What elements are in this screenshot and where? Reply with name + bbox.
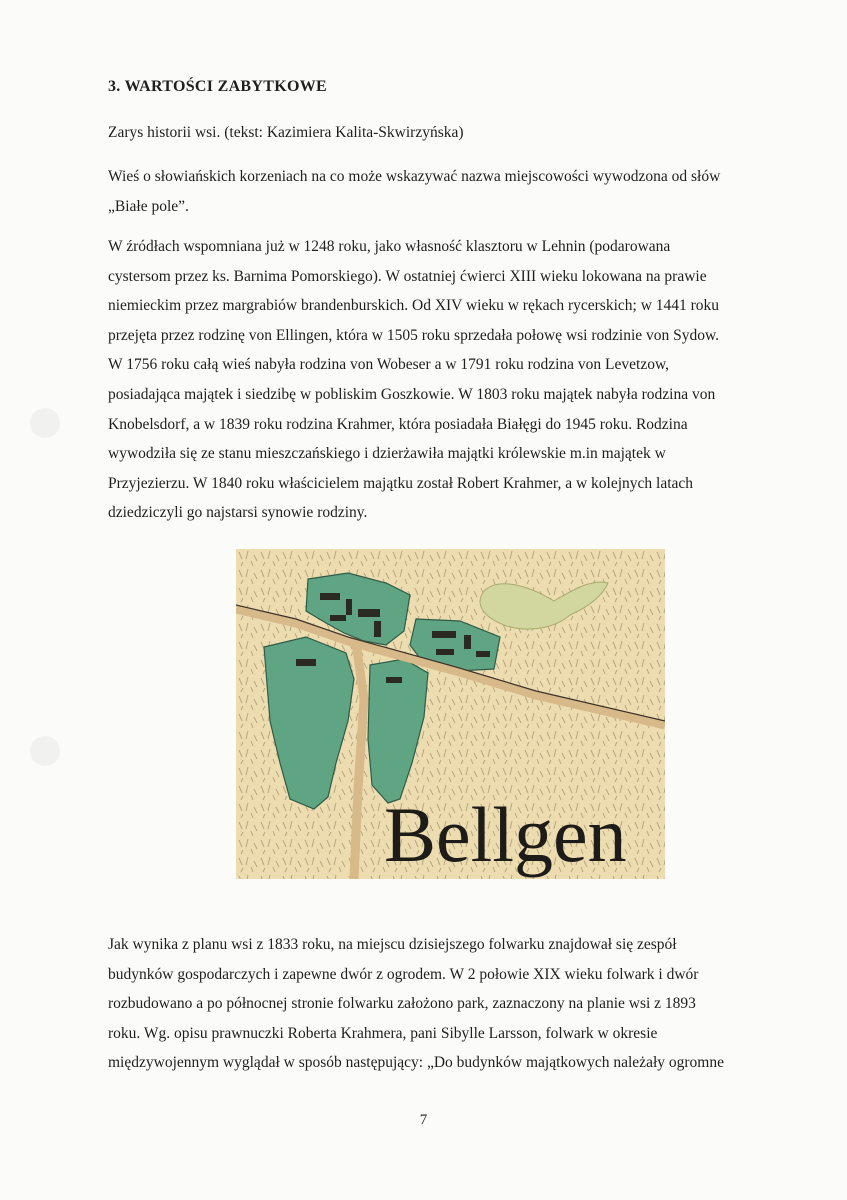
historical-map-image: [236, 549, 665, 879]
text-line: cystersom przez ks. Barnima Pomorskiego). W ostatniej ćwierci XIII wieku lokowana na prawie: [108, 267, 707, 285]
section-heading: 3. WARTOŚCI ZABYTKOWE: [108, 78, 327, 95]
text-line: budynków gospodarczych i zapewne dwór z ogrodem. W 2 połowie XIX wieku folwark i dwór: [108, 965, 699, 983]
paragraph-history: [108, 232, 758, 528]
text-line: Jak wynika z planu wsi z 1833 roku, na miejscu dzisiejszego folwarku znajdował się zespół: [108, 936, 677, 953]
text-line: posiadająca majątek i siedzibę w pobliskim Goszkowie. W 1803 roku majątek nabyła rodzina von: [108, 385, 716, 403]
text-line: przejęta przez rodzinę von Ellingen, która w 1505 roku sprzedała połowę wsi rodzinie von Sydow.: [108, 326, 720, 344]
text-line: W źródłach wspomniana już w 1248 roku, jako własność klasztoru w Lehnin (podarowana: [108, 238, 671, 255]
map-label: Bellgen: [384, 791, 627, 878]
text-line: niemieckim przez margrabiów brandenburskich. Od XIV wieku w rękach rycerskich; w 1441 roku: [108, 297, 720, 315]
text-line: rozbudowano a po północnej stronie folwarku założono park, zaznaczony na planie wsi z 1893: [108, 995, 696, 1013]
text-line: wywodziła się ze stanu mieszczańskiego i dzierżawiła majątki królewskie m.in majątek w: [108, 445, 666, 463]
text-line: Wieś o słowiańskich korzeniach na co może wskazywać nazwa miejscowości wywodzona od słów: [108, 168, 721, 185]
paragraph-estate: [108, 930, 758, 1078]
text-line: roku. Wg. opisu prawnuczki Roberta Krahmera, pani Sibylle Larsson, folwark w okresie: [108, 1024, 658, 1042]
paragraph-intro: [108, 162, 758, 221]
text-line: Przyjezierzu. W 1840 roku właścicielem majątku został Robert Krahmer, a w kolejnych latach: [108, 474, 694, 492]
punch-hole: [30, 736, 60, 766]
text-line: Knobelsdorf, a w 1839 roku rodzina Krahmer, która posiadała Białęgi do 1945 roku. Rodzina: [108, 415, 688, 433]
text-line: międzywojennym wyglądał w sposób następujący: „Do budynków majątkowych należały ogromne: [108, 1054, 724, 1072]
text-line: W 1756 roku całą wieś nabyła rodzina von Wobeser a w 1791 roku rodzina von Levetzow,: [108, 356, 670, 374]
text-line: „Białe pole”.: [108, 197, 189, 215]
section-subtitle: Zarys historii wsi. (tekst: Kazimiera Kalita-Skwirzyńska): [108, 124, 464, 141]
page-number: 7: [419, 1112, 428, 1128]
text-line: dziedziczyli go najstarsi synowie rodziny.: [108, 504, 368, 522]
punch-hole: [30, 408, 60, 438]
